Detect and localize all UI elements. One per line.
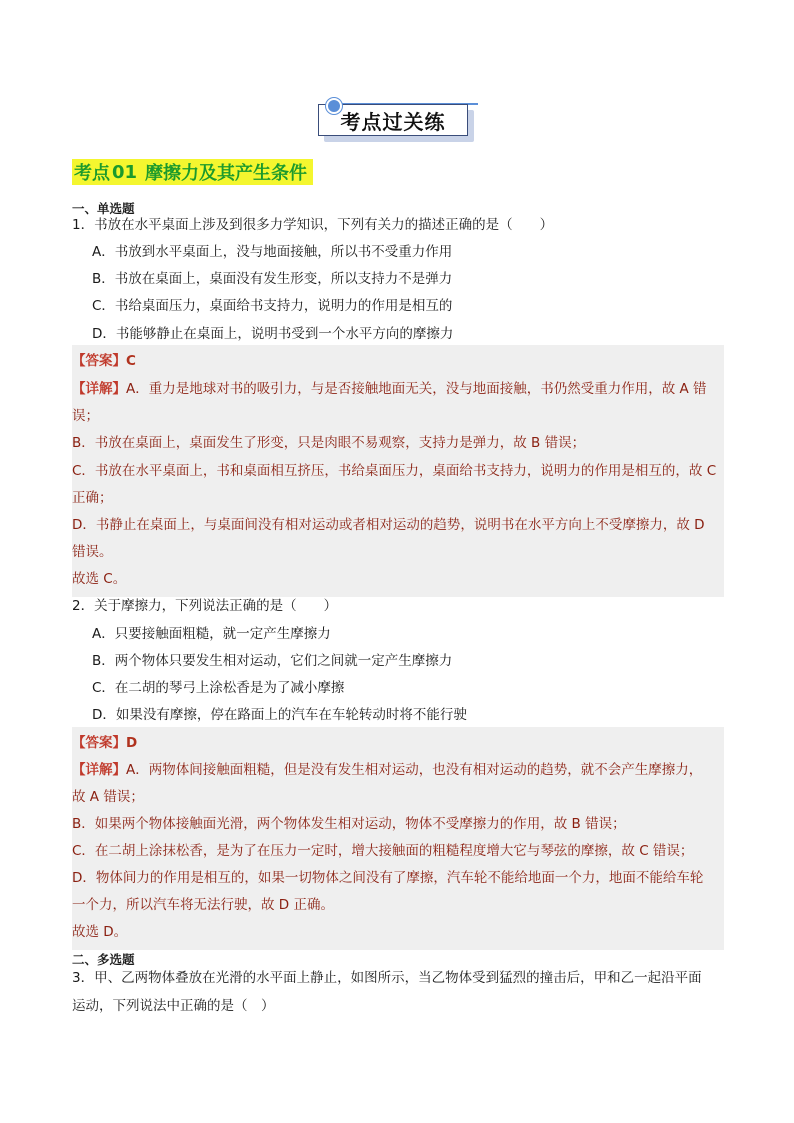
q1-explain-line-3: B．书放在桌面上，桌面发生了形变，只是肉眼不易观察，支持力是弹力，故 B 错误； (72, 435, 586, 451)
section-prefix: 考点 (74, 163, 110, 184)
q1-explain-label: 【详解】 (72, 381, 126, 397)
q1-explain-line-1 (72, 380, 707, 398)
q1-answer-value: C (126, 353, 136, 369)
part-heading-single-choice: 一、单选题 (72, 201, 135, 216)
q2-option-d: D．如果没有摩擦，停在路面上的汽车在车轮转动时将不能行驶 (92, 707, 467, 723)
q1-explain-text-1: A．重力是地球对书的吸引力，与是否接触地面无关，没与地面接触，书仍然受重力作用，故 A 错 (126, 381, 707, 397)
q2-answer-value: D (126, 735, 138, 751)
q1-option-d: D．书能够静止在桌面上，说明书受到一个水平方向的摩擦力 (92, 326, 454, 342)
q3-stem-line-2: 运动，下列说法中正确的是（ ） (72, 998, 275, 1014)
q2-explain-text-1: A．两物体间接触面粗糙，但是没有发生相对运动，也没有相对运动的趋势，就不会产生摩擦力， (126, 762, 703, 778)
q2-option-b: B．两个物体只要发生相对运动，它们之间就一定产生摩擦力 (92, 653, 453, 669)
section-number: 01 (112, 161, 138, 183)
q2-option-c: C．在二胡的琴弓上涂松香是为了减小摩擦 (92, 680, 345, 696)
section-heading (72, 159, 313, 185)
q1-stem: 1．书放在水平桌面上涉及到很多力学知识，下列有关力的描述正确的是（ ） (72, 217, 554, 233)
q1-option-b: B．书放在桌面上，桌面没有发生形变，所以支持力不是弹力 (92, 271, 453, 287)
q1-explain-line-7: 错误。 (72, 544, 113, 560)
q3-stem-line-1: 3．甲、乙两物体叠放在光滑的水平面上静止，如图所示，当乙物体受到猛烈的撞击后，甲和乙一起沿平面 (72, 970, 702, 986)
q2-answer-label: 【答案】 (72, 735, 126, 751)
q2-explain-line-3: B．如果两个物体接触面光滑，两个物体发生相对运动，物体不受摩擦力的作用，故 B 错误； (72, 816, 626, 832)
q2-explain-line-4: C．在二胡上涂抹松香，是为了在压力一定时，增大接触面的粗糙程度增大它与琴弦的摩擦，故 C 错误； (72, 843, 694, 859)
q1-explain-line-4: C．书放在水平桌面上，书和桌面相互挤压，书给桌面压力，桌面给书支持力，说明力的作用是相互的，故 C (72, 463, 717, 479)
q2-stem: 2．关于摩擦力，下列说法正确的是（ ） (72, 598, 338, 614)
q2-explain-line-2: 故 A 错误； (72, 789, 144, 805)
q2-explain-label: 【详解】 (72, 762, 126, 778)
q1-option-c: C．书给桌面压力，桌面给书支持力，说明力的作用是相互的 (92, 298, 453, 314)
banner-dot-icon (326, 98, 342, 114)
q2-explain-line-6: 一个力，所以汽车将无法行驶，故 D 正确。 (72, 897, 334, 913)
banner-title: 考点过关练 (318, 104, 468, 136)
q1-answer (72, 352, 136, 370)
q1-explain-line-6: D．书静止在桌面上，与桌面间没有相对运动或者相对运动的趋势，说明书在水平方向上不受摩擦力，故 D (72, 517, 705, 533)
q1-explain-line-8: 故选 C。 (72, 571, 127, 587)
q2-answer (72, 734, 137, 752)
section-title: 摩擦力及其产生条件 (145, 163, 308, 184)
q1-option-a: A．书放到水平桌面上，没与地面接触，所以书不受重力作用 (92, 244, 453, 260)
q2-explain-line-5: D．物体间力的作用是相互的，如果一切物体之间没有了摩擦，汽车轮不能给地面一个力，地面不能给车轮 (72, 870, 704, 886)
q1-answer-label: 【答案】 (72, 353, 126, 369)
q2-option-a: A．只要接触面粗糙，就一定产生摩擦力 (92, 626, 331, 642)
q2-explain-line-7: 故选 D。 (72, 924, 128, 940)
q2-explain-line-1 (72, 761, 702, 779)
banner (318, 104, 474, 142)
part-heading-multiple-choice: 二、多选题 (72, 952, 135, 967)
q1-explain-line-2: 误； (72, 408, 99, 424)
q1-explain-line-5: 正确； (72, 490, 113, 506)
